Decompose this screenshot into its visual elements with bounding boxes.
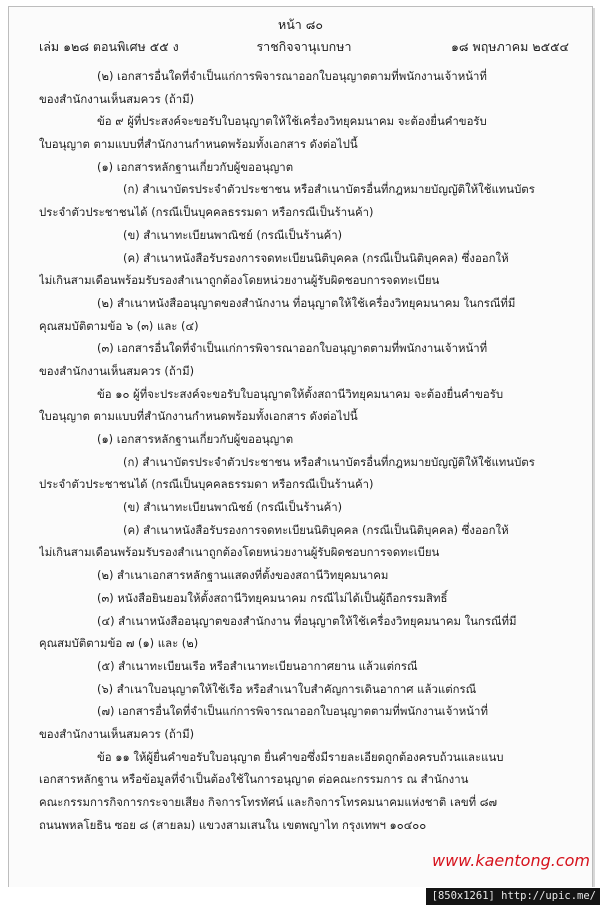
clause-10-heading: ข้อ ๑๐ ผู้ที่จะประสงค์จะขอรับใบอนุญาตให้ตั้งสถานีวิทยุคมนาคม จะต้องยื่นคำขอรับ bbox=[97, 386, 504, 401]
text-line: ของสำนักงานเห็นสมควร (ถ้ามี) bbox=[39, 91, 195, 106]
text-line: (๒) สำเนาเอกสารหลักฐานแสดงที่ตั้งของสถานีวิทยุคมนาคม bbox=[97, 568, 389, 583]
site-watermark: www.kaentong.com bbox=[432, 851, 590, 870]
text-line: (๒) เอกสารอื่นใดที่จำเป็นแก่การพิจารณาออกใบอนุญาตตามที่พนักงานเจ้าหน้าที่ bbox=[97, 69, 487, 83]
clause-9-heading: ข้อ ๙ ผู้ที่ประสงค์จะขอรับใบอนุญาตให้ใช้เครื่องวิทยุคมนาคม จะต้องยื่นคำขอรับ bbox=[97, 114, 487, 129]
text-line: (๔) สำเนาหนังสืออนุญาตของสำนักงาน ที่อนุญาตให้ใช้เครื่องวิทยุคมนาคม ในกรณีที่มี bbox=[97, 613, 517, 628]
page-number: หน้า ๘๐ bbox=[277, 17, 324, 32]
text-line: (ก) สำเนาบัตรประจำตัวประชาชน หรือสำเนาบัตรอื่นที่กฎหมายบัญญัติให้ใช้แทนบัตร bbox=[123, 182, 535, 197]
text-line: ไม่เกินสามเดือนพร้อมรับรองสำเนาถูกต้องโดยหน่วยงานผู้รับผิดชอบการจดทะเบียน bbox=[39, 273, 440, 288]
text-line: ถนนพหลโยธิน ซอย ๘ (สายลม) แขวงสามเสนใน เขตพญาไท กรุงเทพฯ ๑๐๔๐๐ bbox=[39, 817, 427, 832]
text-line: (๓) เอกสารอื่นใดที่จำเป็นแก่การพิจารณาออกใบอนุญาตตามที่พนักงานเจ้าหน้าที่ bbox=[97, 341, 488, 356]
text-line: (๖) สำเนาใบอนุญาตให้ใช้เรือ หรือสำเนาใบสำคัญการเดินอากาศ แล้วแต่กรณี bbox=[97, 681, 477, 696]
volume-issue: เล่ม ๑๒๘ ตอนพิเศษ ๕๕ ง bbox=[39, 39, 179, 54]
gazette-title: ราชกิจจานุเบกษา bbox=[256, 39, 352, 54]
text-line: (๓) หนังสือยินยอมให้ตั้งสถานีวิทยุคมนาคม กรณีไม่ได้เป็นผู้ถือกรรมสิทธิ์ bbox=[97, 590, 448, 605]
text-line: คุณสมบัติตามข้อ ๖ (๓) และ (๔) bbox=[39, 318, 199, 333]
image-host-label[interactable] bbox=[426, 888, 600, 905]
clause-11-heading: ข้อ ๑๑ ให้ผู้ยื่นคำขอรับใบอนุญาต ยื่นคำขอซึ่งมีรายละเอียดถูกต้องครบถ้วนและแนบ bbox=[97, 749, 504, 764]
text-line: ประจำตัวประชาชนได้ (กรณีเป็นบุคคลธรรมดา หรือกรณีเป็นร้านค้า) bbox=[39, 205, 374, 220]
text-line: (ข) สำเนาทะเบียนพาณิชย์ (กรณีเป็นร้านค้า) bbox=[123, 227, 343, 242]
gazette-header bbox=[39, 37, 569, 55]
text-line: ของสำนักงานเห็นสมควร (ถ้ามี) bbox=[39, 363, 195, 378]
text-line: คณะกรรมการกิจการกระจายเสียง กิจการโทรทัศน์ และกิจการโทรคมนาคมแห่งชาติ เลขที่ ๘๗ bbox=[39, 795, 498, 809]
text-line: (๑) เอกสารหลักฐานเกี่ยวกับผู้ขออนุญาต bbox=[97, 159, 294, 174]
resolution-label: [850x1261] bbox=[431, 890, 495, 902]
text-line: (ก) สำเนาบัตรประจำตัวประชาชน หรือสำเนาบัตรอื่นที่กฎหมายบัญญัติให้ใช้แทนบัตร bbox=[123, 454, 535, 469]
text-line: (๑) เอกสารหลักฐานเกี่ยวกับผู้ขออนุญาต bbox=[97, 432, 294, 446]
text-line: เอกสารหลักฐาน หรือข้อมูลที่จำเป็นต้องใช้ในการอนุญาต ต่อคณะกรรมการ ณ สำนักงาน bbox=[39, 772, 469, 787]
document-body bbox=[39, 65, 571, 836]
text-line: (ค) สำเนาหนังสือรับรองการจดทะเบียนนิติบุคคล (กรณีเป็นนิติบุคคล) ซึ่งออกให้ bbox=[123, 250, 509, 265]
text-line: (ค) สำเนาหนังสือรับรองการจดทะเบียนนิติบุคคล (กรณีเป็นนิติบุคคล) ซึ่งออกให้ bbox=[123, 522, 509, 537]
text-line: ของสำนักงานเห็นสมควร (ถ้ามี) bbox=[39, 726, 195, 741]
text-line: (๕) สำเนาทะเบียนเรือ หรือสำเนาทะเบียนอากาศยาน แล้วแต่กรณี bbox=[97, 658, 418, 673]
text-line: (๗) เอกสารอื่นใดที่จำเป็นแก่การพิจารณาออกใบอนุญาตตามที่พนักงานเจ้าหน้าที่ bbox=[97, 704, 488, 719]
text-line: ใบอนุญาต ตามแบบที่สำนักงานกำหนดพร้อมทั้งเอกสาร ดังต่อไปนี้ bbox=[39, 137, 358, 152]
site-label: http://upic.me/ bbox=[501, 890, 596, 902]
text-line: ไม่เกินสามเดือนพร้อมรับรองสำเนาถูกต้องโดยหน่วยงานผู้รับผิดชอบการจดทะเบียน bbox=[39, 545, 440, 560]
text-line: คุณสมบัติตามข้อ ๗ (๑) และ (๒) bbox=[39, 636, 199, 651]
image-info-bar bbox=[0, 887, 600, 906]
text-line: ประจำตัวประชาชนได้ (กรณีเป็นบุคคลธรรมดา หรือกรณีเป็นร้านค้า) bbox=[39, 477, 374, 492]
text-line: ใบอนุญาต ตามแบบที่สำนักงานกำหนดพร้อมทั้งเอกสาร ดังต่อไปนี้ bbox=[39, 409, 358, 424]
document-page bbox=[8, 6, 593, 888]
text-line: (ข) สำเนาทะเบียนพาณิชย์ (กรณีเป็นร้านค้า) bbox=[123, 500, 343, 515]
text-line: (๒) สำเนาหนังสืออนุญาตของสำนักงาน ที่อนุญาตให้ใช้เครื่องวิทยุคมนาคม ในกรณีที่มี bbox=[97, 295, 516, 310]
publication-date: ๑๘ พฤษภาคม ๒๕๕๔ bbox=[450, 39, 569, 54]
